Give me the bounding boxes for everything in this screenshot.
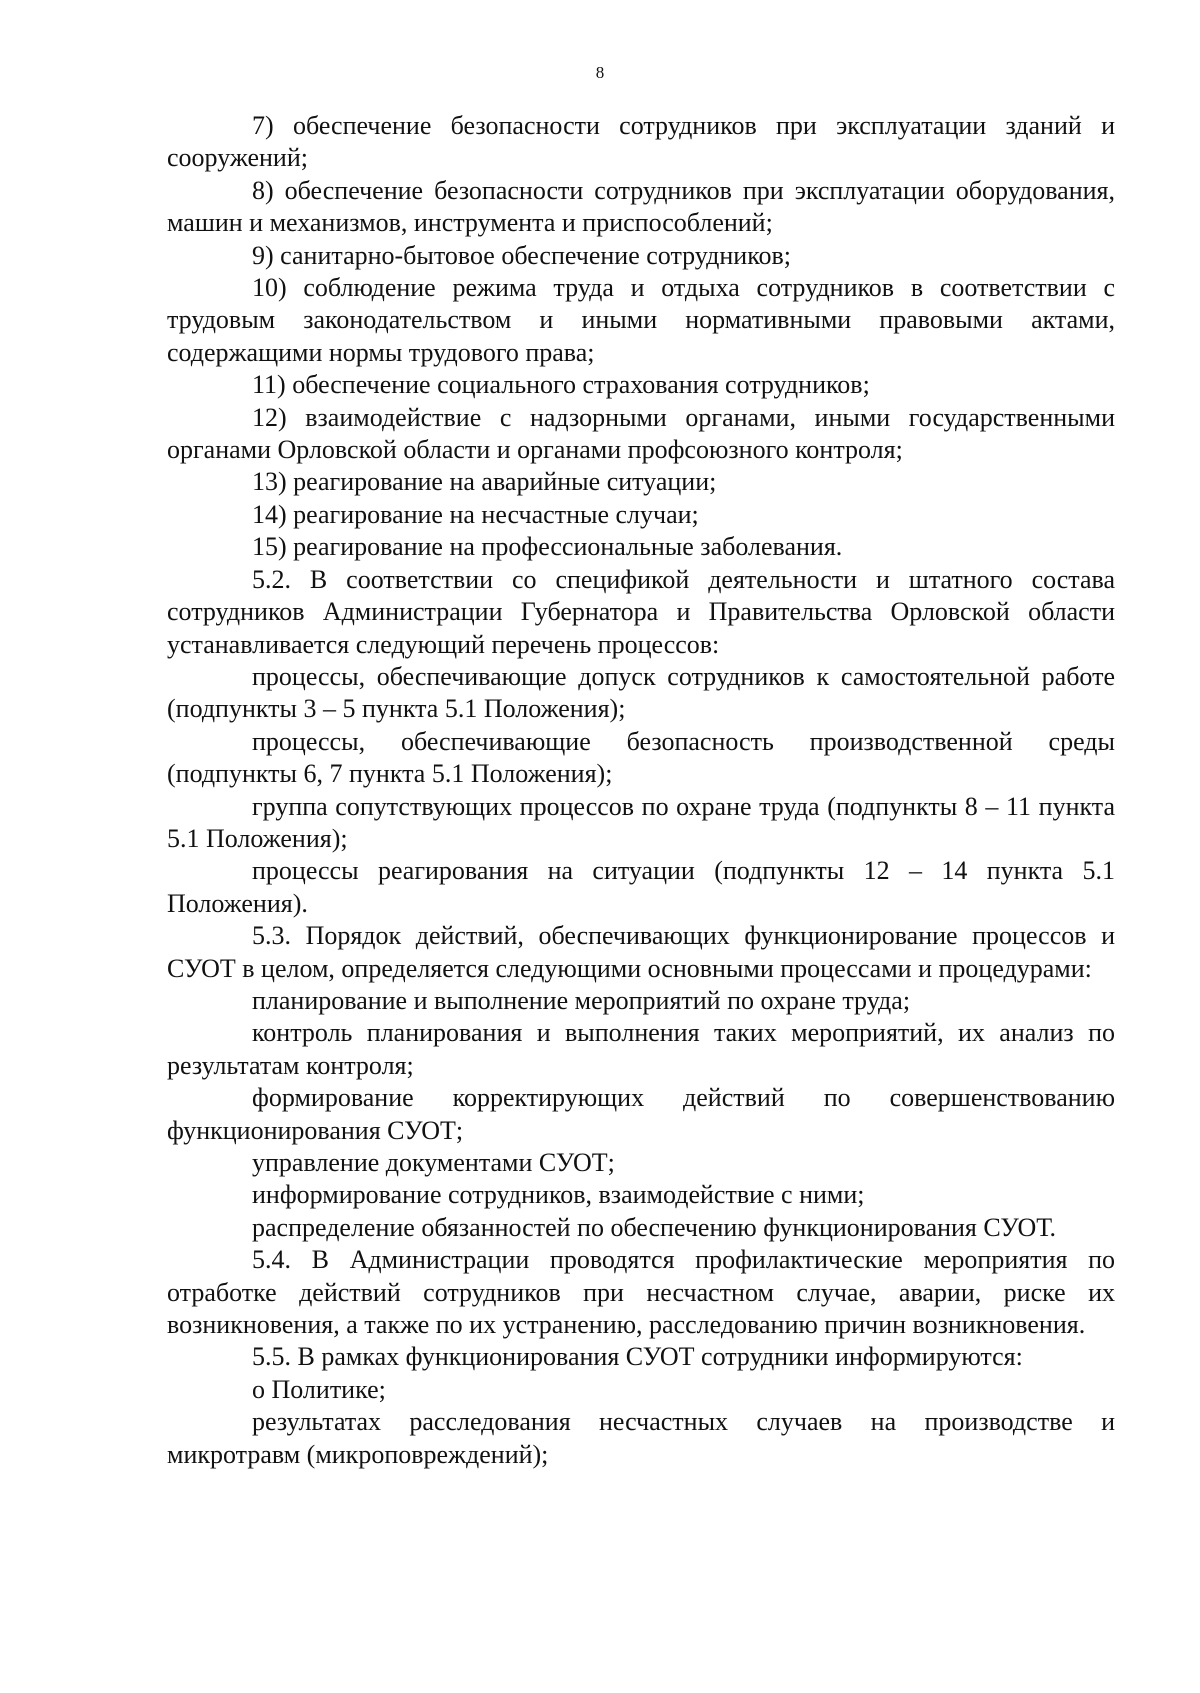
paragraph: 15) реагирование на профессиональные заболевания.	[252, 532, 843, 562]
paragraph: 5.5. В рамках функционирования СУОТ сотрудники информируются:	[252, 1342, 1023, 1372]
paragraph: 7) обеспечение безопасности сотрудников при эксплуатации зданий и сооружений;	[167, 111, 1115, 173]
paragraph: 5.2. В соответствии со спецификой деятельности и штатного состава сотрудников Администрации Губернатора и Правительства Орловской области устанавливается следующий перечень процессов:	[167, 564, 1115, 659]
paragraph: 10) соблюдение режима труда и отдыха сотрудников в соответствии с трудовым законодательством и иными нормативными правовыми актами, содержащими нормы трудового права;	[167, 273, 1115, 367]
paragraph: 9) санитарно-бытовое обеспечение сотрудников;	[252, 240, 792, 270]
page-number: 8	[595, 63, 605, 82]
paragraph: управление документами СУОТ;	[252, 1148, 615, 1177]
paragraph: 8) обеспечение безопасности сотрудников при эксплуатации оборудования, машин и механизмов, инструмента и приспособлений;	[167, 175, 1115, 238]
paragraph: 14) реагирование на несчастные случаи;	[252, 499, 699, 529]
paragraph: 13) реагирование на аварийные ситуации;	[252, 467, 717, 497]
paragraph: 5.3. Порядок действий, обеспечивающих функционирование процессов и СУОТ в целом, определяется следующими основными процессами и процедурами:	[167, 921, 1115, 983]
paragraph: 12) взаимодействие с надзорными органами, иными государственными органами Орловской области и органами профсоюзного контроля;	[167, 402, 1115, 465]
paragraph: распределение обязанностей по обеспечению функционирования СУОТ.	[252, 1212, 1057, 1242]
paragraph: 5.4. В Администрации проводятся профилактические мероприятия по отработке действий сотрудников при несчастном случае, аварии, риске их возникновения, а также по их устранению, расследованию причин возникновения.	[167, 1245, 1115, 1340]
paragraph: результатах расследования несчастных случаев на производстве и микротравм (микроповреждений);	[167, 1407, 1115, 1469]
paragraph: планирование и выполнение мероприятий по охране труда;	[252, 985, 911, 1015]
paragraph: контроль планирования и выполнения таких мероприятий, их анализ по результатам контроля;	[167, 1018, 1115, 1080]
paragraph: 11) обеспечение социального страхования сотрудников;	[252, 370, 870, 400]
paragraph: процессы реагирования на ситуации (подпункты 12 – 14 пункта 5.1 Положения).	[167, 856, 1115, 918]
paragraph: процессы, обеспечивающие допуск сотрудников к самостоятельной работе (подпункты 3 – 5 пункта 5.1 Положения);	[167, 661, 1115, 724]
paragraph: группа сопутствующих процессов по охране труда (подпункты 8 – 11 пункта 5.1 Положения);	[167, 791, 1115, 853]
paragraph: формирование корректирующих действий по совершенствованию функционирования СУОТ;	[167, 1083, 1115, 1145]
document-body	[167, 110, 1115, 1471]
paragraph: процессы, обеспечивающие безопасность производственной среды (подпункты 6, 7 пункта 5.1 Положения);	[167, 726, 1115, 789]
paragraph: информирование сотрудников, взаимодействие с ними;	[252, 1180, 865, 1210]
paragraph: о Политике;	[252, 1374, 386, 1404]
